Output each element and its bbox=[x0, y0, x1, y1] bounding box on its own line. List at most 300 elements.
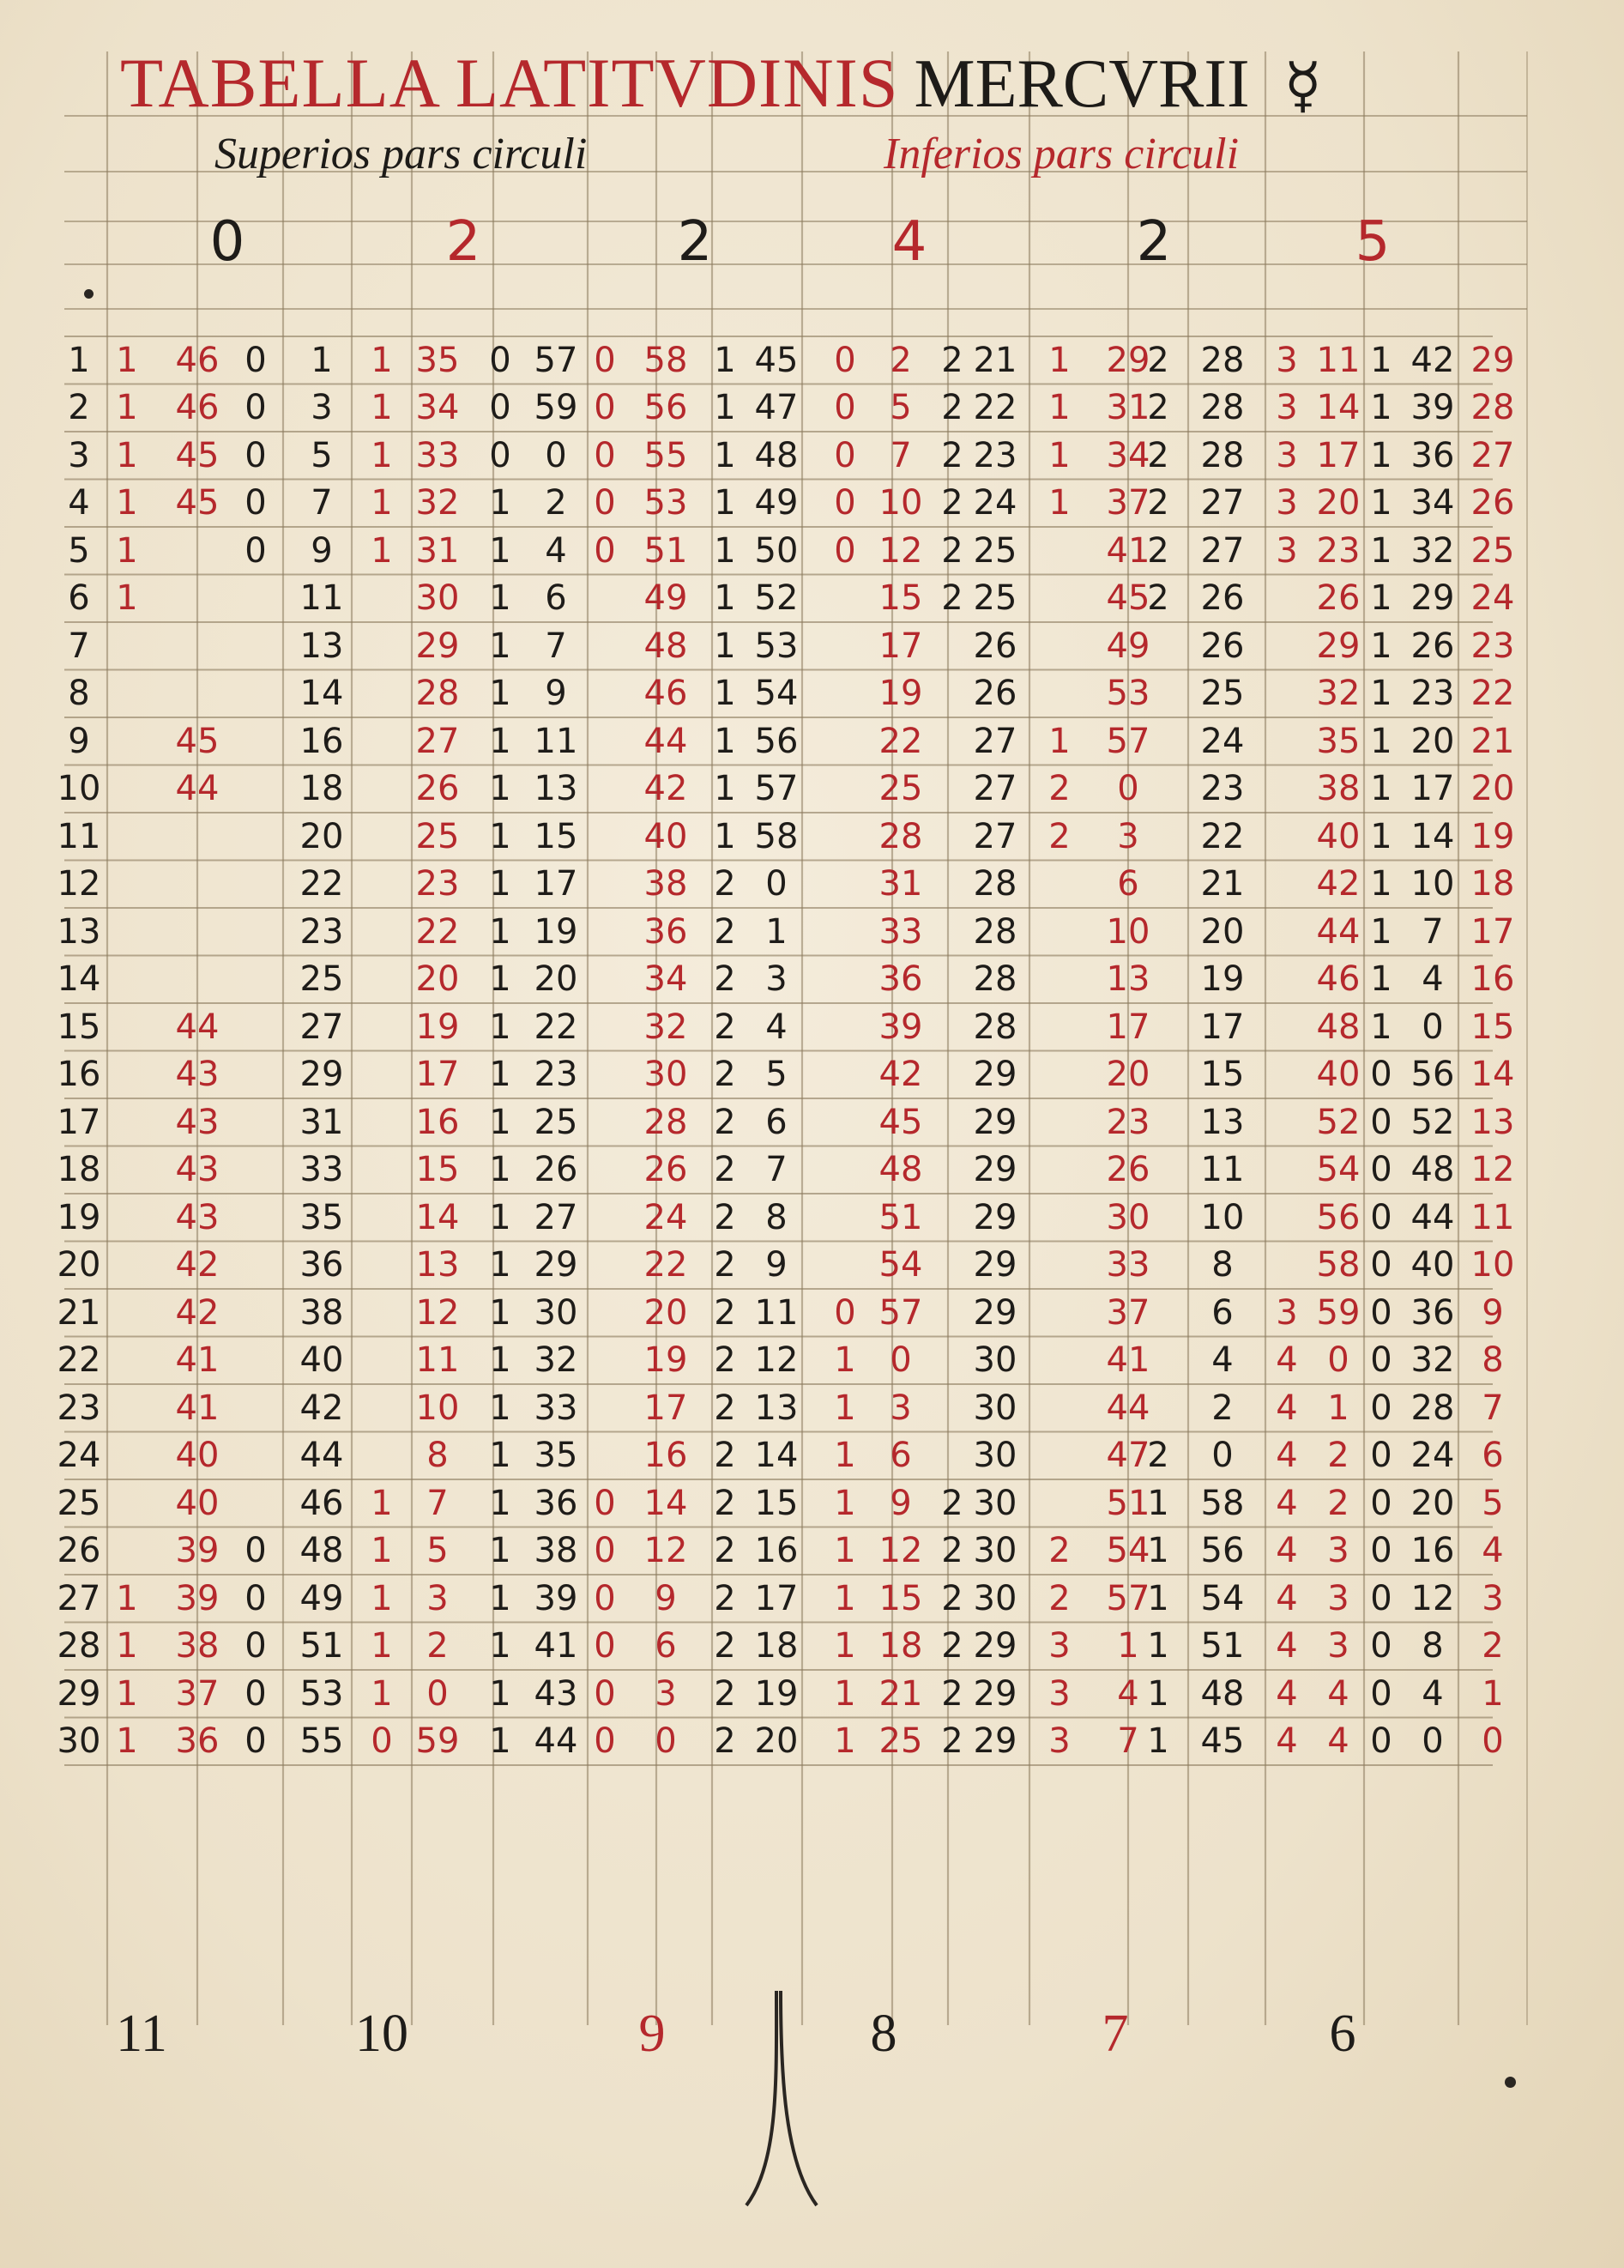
table-cell: 1 bbox=[489, 1150, 511, 1190]
table-cell: 32 bbox=[1316, 674, 1361, 714]
table-cell: 0 bbox=[594, 1531, 616, 1571]
table-cell: 44 bbox=[1106, 1388, 1150, 1428]
mercury-symbol-icon: ☿ bbox=[1283, 49, 1322, 121]
table-cell: 19 bbox=[1200, 959, 1245, 1000]
table-cell: 29 bbox=[973, 1150, 1017, 1190]
table-cell: 3 bbox=[890, 1388, 912, 1428]
table-cell: 1 bbox=[371, 388, 393, 428]
table-cell: 20 bbox=[1410, 1483, 1455, 1523]
table-cell: 42 bbox=[1316, 864, 1361, 904]
table-cell: 1 bbox=[489, 626, 511, 666]
table-cell: 1 bbox=[1370, 816, 1392, 856]
table-cell: 4 bbox=[1211, 1340, 1234, 1381]
table-cell: 0 bbox=[1211, 1436, 1234, 1476]
table-cell: 59 bbox=[1316, 1292, 1361, 1333]
table-cell: 0 bbox=[545, 435, 567, 475]
table-cell: 29 bbox=[973, 1197, 1017, 1237]
table-cell: 19 bbox=[415, 1007, 460, 1047]
table-cell: 27 bbox=[973, 769, 1017, 809]
table-cell: 31 bbox=[878, 864, 923, 904]
table-cell: 40 bbox=[1410, 1245, 1455, 1285]
table-cell: 6 bbox=[1211, 1292, 1234, 1333]
table-cell: 42 bbox=[175, 1292, 220, 1333]
row-number-left: 5 bbox=[68, 530, 90, 571]
table-cell: 49 bbox=[643, 578, 688, 619]
table-cell: 48 bbox=[299, 1531, 344, 1571]
table-cell: 21 bbox=[878, 1673, 923, 1714]
table-cell: 20 bbox=[1200, 911, 1245, 952]
row-number-right: 6 bbox=[1482, 1436, 1504, 1476]
table-cell: 22 bbox=[415, 911, 460, 952]
table-cell: 6 bbox=[545, 578, 567, 619]
table-cell: 20 bbox=[1106, 1055, 1150, 1095]
row-number-right: 18 bbox=[1470, 864, 1515, 904]
table-cell: 2 bbox=[1147, 578, 1169, 619]
table-cell: 1 bbox=[489, 1721, 511, 1762]
table-cell: 35 bbox=[1316, 721, 1361, 761]
table-cell: 1 bbox=[489, 1483, 511, 1523]
table-cell: 4 bbox=[1422, 959, 1444, 1000]
table-cell: 12 bbox=[878, 1531, 923, 1571]
row-number-right: 1 bbox=[1482, 1673, 1504, 1714]
table-cell: 1 bbox=[1370, 483, 1392, 523]
table-cell: 44 bbox=[1316, 911, 1361, 952]
table-cell: 10 bbox=[1200, 1197, 1245, 1237]
table-cell: 12 bbox=[754, 1340, 799, 1381]
table-cell: 23 bbox=[973, 435, 1017, 475]
table-cell: 0 bbox=[1370, 1673, 1392, 1714]
table-cell: 8 bbox=[1211, 1245, 1234, 1285]
table-cell: 0 bbox=[245, 1531, 267, 1571]
table-cell: 1 bbox=[834, 1436, 856, 1476]
table-cell: 4 bbox=[1276, 1721, 1298, 1762]
table-cell: 4 bbox=[1117, 1673, 1139, 1714]
table-cell: 56 bbox=[1200, 1531, 1245, 1571]
table-cell: 3 bbox=[1117, 816, 1139, 856]
table-cell: 54 bbox=[1316, 1150, 1361, 1190]
table-cell: 0 bbox=[594, 435, 616, 475]
table-cell: 29 bbox=[973, 1673, 1017, 1714]
table-cell: 1 bbox=[1327, 1388, 1349, 1428]
table-cell: 1 bbox=[489, 911, 511, 952]
footer-sign-number: 10 bbox=[355, 2005, 408, 2063]
table-cell: 52 bbox=[754, 578, 799, 619]
table-cell: 17 bbox=[1316, 435, 1361, 475]
table-cell: 29 bbox=[973, 1626, 1017, 1666]
table-cell: 7 bbox=[311, 483, 333, 523]
table-cell: 10 bbox=[878, 483, 923, 523]
table-cell: 1 bbox=[1370, 911, 1392, 952]
table-cell: 2 bbox=[545, 483, 567, 523]
table-cell: 1 bbox=[489, 1578, 511, 1618]
table-cell: 20 bbox=[643, 1292, 688, 1333]
table-cell: 4 bbox=[1327, 1673, 1349, 1714]
row-number-right: 17 bbox=[1470, 911, 1515, 952]
table-cell: 17 bbox=[643, 1388, 688, 1428]
table-cell: 28 bbox=[878, 816, 923, 856]
table-cell: 0 bbox=[594, 340, 616, 380]
table-cell: 55 bbox=[299, 1721, 344, 1762]
table-cell: 2 bbox=[714, 1197, 736, 1237]
table-cell: 25 bbox=[973, 578, 1017, 619]
row-number-right: 28 bbox=[1470, 388, 1515, 428]
table-cell: 26 bbox=[1200, 578, 1245, 619]
table-cell: 2 bbox=[941, 1721, 963, 1762]
table-cell: 3 bbox=[1048, 1721, 1071, 1762]
table-cell: 45 bbox=[175, 721, 220, 761]
table-cell: 2 bbox=[1147, 388, 1169, 428]
table-cell: 33 bbox=[1106, 1245, 1150, 1285]
table-cell: 34 bbox=[643, 959, 688, 1000]
table-cell: 50 bbox=[754, 530, 799, 571]
table-cell: 2 bbox=[714, 864, 736, 904]
table-cell: 16 bbox=[299, 721, 344, 761]
table-cell: 53 bbox=[754, 626, 799, 666]
table-cell: 14 bbox=[415, 1197, 460, 1237]
table-cell: 14 bbox=[1410, 816, 1455, 856]
table-cell: 17 bbox=[1200, 1007, 1245, 1047]
row-number-right: 14 bbox=[1470, 1055, 1515, 1095]
table-cell: 35 bbox=[415, 340, 460, 380]
table-cell: 1 bbox=[834, 1578, 856, 1618]
table-cell: 2 bbox=[941, 388, 963, 428]
table-cell: 1 bbox=[1048, 483, 1071, 523]
table-cell: 1 bbox=[1370, 674, 1392, 714]
table-cell: 44 bbox=[534, 1721, 578, 1762]
table-cell: 3 bbox=[426, 1578, 449, 1618]
table-cell: 7 bbox=[765, 1150, 788, 1190]
table-cell: 34 bbox=[1410, 483, 1455, 523]
title-red-part: TABELLA LATITVDINIS bbox=[120, 44, 899, 122]
table-cell: 7 bbox=[1117, 1721, 1139, 1762]
table-cell: 0 bbox=[489, 340, 511, 380]
table-cell: 0 bbox=[834, 435, 856, 475]
table-cell: 1 bbox=[116, 1626, 138, 1666]
table-cell: 2 bbox=[1048, 1578, 1071, 1618]
table-cell: 41 bbox=[175, 1340, 220, 1381]
table-cell: 23 bbox=[1316, 530, 1361, 571]
table-cell: 0 bbox=[594, 530, 616, 571]
table-cell: 36 bbox=[534, 1483, 578, 1523]
table-cell: 14 bbox=[754, 1436, 799, 1476]
row-number-left: 23 bbox=[57, 1388, 101, 1428]
table-cell: 2 bbox=[1211, 1388, 1234, 1428]
table-cell: 48 bbox=[1316, 1007, 1361, 1047]
table-cell: 9 bbox=[545, 674, 567, 714]
table-cell: 49 bbox=[1106, 626, 1150, 666]
table-cell: 1 bbox=[489, 1673, 511, 1714]
table-cell: 0 bbox=[1370, 1531, 1392, 1571]
table-cell: 3 bbox=[311, 388, 333, 428]
table-cell: 30 bbox=[1106, 1197, 1150, 1237]
table-cell: 53 bbox=[299, 1673, 344, 1714]
table-cell: 26 bbox=[534, 1150, 578, 1190]
row-number-right: 9 bbox=[1482, 1292, 1504, 1333]
row-number-right: 26 bbox=[1470, 483, 1515, 523]
footer-sign-number: 7 bbox=[1102, 2005, 1129, 2063]
table-cell: 33 bbox=[534, 1388, 578, 1428]
table-cell: 19 bbox=[754, 1673, 799, 1714]
table-cell: 3 bbox=[1048, 1673, 1071, 1714]
table-cell: 0 bbox=[1370, 1150, 1392, 1190]
table-cell: 1 bbox=[834, 1388, 856, 1428]
table-cell: 1 bbox=[489, 1340, 511, 1381]
table-cell: 31 bbox=[415, 530, 460, 571]
table-cell: 44 bbox=[643, 721, 688, 761]
table-cell: 3 bbox=[655, 1673, 677, 1714]
table-cell: 0 bbox=[594, 1721, 616, 1762]
table-cell: 58 bbox=[1316, 1245, 1361, 1285]
table-cell: 1 bbox=[489, 530, 511, 571]
row-number-left: 1 bbox=[68, 340, 90, 380]
row-number-left: 18 bbox=[57, 1150, 101, 1190]
row-number-right: 27 bbox=[1470, 435, 1515, 475]
table-cell: 38 bbox=[1316, 769, 1361, 809]
table-cell: 31 bbox=[299, 1102, 344, 1142]
table-cell: 15 bbox=[534, 816, 578, 856]
table-cell: 33 bbox=[415, 435, 460, 475]
table-cell: 24 bbox=[643, 1197, 688, 1237]
table-cell: 0 bbox=[834, 483, 856, 523]
table-cell: 46 bbox=[643, 674, 688, 714]
row-number-right: 16 bbox=[1470, 959, 1515, 1000]
table-cell: 7 bbox=[426, 1483, 449, 1523]
table-cell: 30 bbox=[415, 578, 460, 619]
table-cell: 2 bbox=[714, 1102, 736, 1142]
table-cell: 30 bbox=[973, 1436, 1017, 1476]
table-cell: 24 bbox=[1410, 1436, 1455, 1476]
table-cell: 27 bbox=[1200, 483, 1245, 523]
table-cell: 1 bbox=[714, 626, 736, 666]
table-cell: 0 bbox=[1370, 1292, 1392, 1333]
table-cell: 45 bbox=[175, 483, 220, 523]
row-number-left: 9 bbox=[68, 721, 90, 761]
table-cell: 20 bbox=[1316, 483, 1361, 523]
table-cell: 2 bbox=[714, 959, 736, 1000]
table-cell: 40 bbox=[175, 1436, 220, 1476]
table-cell: 16 bbox=[415, 1102, 460, 1142]
table-cell: 0 bbox=[594, 483, 616, 523]
table-cell: 2 bbox=[1327, 1436, 1349, 1476]
table-cell: 9 bbox=[890, 1483, 912, 1523]
table-cell: 1 bbox=[1147, 1531, 1169, 1571]
table-cell: 53 bbox=[1106, 674, 1150, 714]
table-cell: 57 bbox=[754, 769, 799, 809]
table-cell: 1 bbox=[371, 340, 393, 380]
table-cell: 11 bbox=[1316, 340, 1361, 380]
table-cell: 2 bbox=[714, 1245, 736, 1285]
row-number-right: 19 bbox=[1470, 816, 1515, 856]
table-cell: 18 bbox=[299, 769, 344, 809]
table-cell: 26 bbox=[1106, 1150, 1150, 1190]
table-cell: 8 bbox=[765, 1197, 788, 1237]
table-cell: 36 bbox=[643, 911, 688, 952]
table-cell: 15 bbox=[754, 1483, 799, 1523]
table-cell: 30 bbox=[643, 1055, 688, 1095]
row-number-right: 3 bbox=[1482, 1578, 1504, 1618]
table-cell: 12 bbox=[643, 1531, 688, 1571]
table-cell: 1 bbox=[714, 816, 736, 856]
table-cell: 37 bbox=[1106, 1292, 1150, 1333]
table-cell: 51 bbox=[878, 1197, 923, 1237]
table-cell: 1 bbox=[1147, 1626, 1169, 1666]
table-cell: 27 bbox=[415, 721, 460, 761]
table-cell: 28 bbox=[1410, 1388, 1455, 1428]
table-cell: 2 bbox=[714, 1340, 736, 1381]
table-cell: 2 bbox=[941, 1483, 963, 1523]
table-cell: 57 bbox=[534, 340, 578, 380]
table-cell: 22 bbox=[973, 388, 1017, 428]
sign-glyph: 4 bbox=[891, 210, 927, 274]
table-cell: 2 bbox=[1147, 435, 1169, 475]
table-cell: 4 bbox=[1276, 1673, 1298, 1714]
table-cell: 27 bbox=[973, 816, 1017, 856]
table-cell: 1 bbox=[714, 435, 736, 475]
table-cell: 52 bbox=[1316, 1102, 1361, 1142]
table-cell: 1 bbox=[1370, 530, 1392, 571]
table-cell: 29 bbox=[973, 1721, 1017, 1762]
table-cell: 29 bbox=[973, 1292, 1017, 1333]
table-cell: 1 bbox=[116, 530, 138, 571]
table-cell: 1 bbox=[714, 388, 736, 428]
table-cell: 27 bbox=[299, 1007, 344, 1047]
table-cell: 1 bbox=[489, 816, 511, 856]
table-cell: 0 bbox=[245, 1721, 267, 1762]
table-cell: 3 bbox=[1276, 388, 1298, 428]
table-cell: 3 bbox=[1048, 1626, 1071, 1666]
table-cell: 22 bbox=[643, 1245, 688, 1285]
table-cell: 0 bbox=[1370, 1340, 1392, 1381]
row-number-left: 7 bbox=[68, 626, 90, 666]
row-number-right: 4 bbox=[1482, 1531, 1504, 1571]
table-cell: 16 bbox=[643, 1436, 688, 1476]
table-cell: 0 bbox=[1370, 1436, 1392, 1476]
table-cell: 27 bbox=[534, 1197, 578, 1237]
table-cell: 19 bbox=[643, 1340, 688, 1381]
row-number-right: 23 bbox=[1470, 626, 1515, 666]
table-cell: 1 bbox=[489, 1197, 511, 1237]
table-cell: 1 bbox=[1370, 626, 1392, 666]
table-cell: 1 bbox=[489, 1245, 511, 1285]
table-cell: 1 bbox=[489, 959, 511, 1000]
table-cell: 13 bbox=[299, 626, 344, 666]
table-cell: 23 bbox=[1200, 769, 1245, 809]
table-cell: 0 bbox=[655, 1721, 677, 1762]
table-cell: 1 bbox=[116, 1578, 138, 1618]
table-cell: 29 bbox=[1410, 578, 1455, 619]
table-cell: 1 bbox=[371, 435, 393, 475]
table-cell: 23 bbox=[415, 864, 460, 904]
table-cell: 9 bbox=[311, 530, 333, 571]
table-cell: 1 bbox=[1370, 340, 1392, 380]
table-cell: 25 bbox=[878, 769, 923, 809]
table-cell: 1 bbox=[1370, 388, 1392, 428]
table-cell: 30 bbox=[973, 1340, 1017, 1381]
row-number-left: 25 bbox=[57, 1483, 101, 1523]
table-cell: 45 bbox=[1200, 1721, 1245, 1762]
table-cell: 18 bbox=[878, 1626, 923, 1666]
table-cell: 0 bbox=[594, 1673, 616, 1714]
table-cell: 51 bbox=[299, 1626, 344, 1666]
table-cell: 44 bbox=[175, 1007, 220, 1047]
table-cell: 11 bbox=[534, 721, 578, 761]
row-number-left: 24 bbox=[57, 1436, 101, 1476]
row-number-left: 6 bbox=[68, 578, 90, 619]
sign-glyph: 5 bbox=[1355, 210, 1391, 274]
table-cell: 5 bbox=[765, 1055, 788, 1095]
table-cell: 38 bbox=[534, 1531, 578, 1571]
table-cell: 44 bbox=[175, 769, 220, 809]
table-cell: 2 bbox=[714, 1388, 736, 1428]
table-cell: 2 bbox=[1048, 769, 1071, 809]
table-cell: 15 bbox=[878, 578, 923, 619]
table-cell: 28 bbox=[973, 864, 1017, 904]
table-cell: 4 bbox=[1276, 1626, 1298, 1666]
table-cell: 1 bbox=[834, 1531, 856, 1571]
table-cell: 13 bbox=[415, 1245, 460, 1285]
row-number-left: 26 bbox=[57, 1531, 101, 1571]
table-cell: 22 bbox=[534, 1007, 578, 1047]
table-cell: 17 bbox=[534, 864, 578, 904]
table-cell: 1 bbox=[489, 1292, 511, 1333]
table-cell: 41 bbox=[1106, 1340, 1150, 1381]
table-cell: 1 bbox=[489, 1531, 511, 1571]
table-cell: 3 bbox=[1327, 1578, 1349, 1618]
table-cell: 1 bbox=[371, 530, 393, 571]
row-number-right: 11 bbox=[1470, 1197, 1515, 1237]
row-number-left: 15 bbox=[57, 1007, 101, 1047]
table-cell: 25 bbox=[1200, 674, 1245, 714]
table-cell: 1 bbox=[1370, 435, 1392, 475]
table-cell: 15 bbox=[878, 1578, 923, 1618]
table-cell: 3 bbox=[1276, 1292, 1298, 1333]
table-cell: 1 bbox=[834, 1721, 856, 1762]
table-cell: 0 bbox=[489, 435, 511, 475]
table-cell: 39 bbox=[878, 1007, 923, 1047]
table-cell: 20 bbox=[1410, 721, 1455, 761]
table-cell: 0 bbox=[1370, 1721, 1392, 1762]
table-cell: 56 bbox=[643, 388, 688, 428]
table-cell: 40 bbox=[299, 1340, 344, 1381]
table-cell: 57 bbox=[1106, 721, 1150, 761]
table-cell: 46 bbox=[175, 340, 220, 380]
table-cell: 25 bbox=[299, 959, 344, 1000]
table-cell: 2 bbox=[714, 1673, 736, 1714]
table-cell: 1 bbox=[489, 1007, 511, 1047]
table-cell: 20 bbox=[415, 959, 460, 1000]
table-cell: 1 bbox=[1370, 769, 1392, 809]
row-number-left: 20 bbox=[57, 1245, 101, 1285]
table-cell: 55 bbox=[643, 435, 688, 475]
table-cell: 23 bbox=[1410, 674, 1455, 714]
table-cell: 42 bbox=[299, 1388, 344, 1428]
table-cell: 7 bbox=[545, 626, 567, 666]
table-cell: 10 bbox=[1410, 864, 1455, 904]
table-cell: 1 bbox=[371, 1531, 393, 1571]
table-cell: 1 bbox=[489, 1436, 511, 1476]
table-cell: 43 bbox=[175, 1102, 220, 1142]
table-cell: 5 bbox=[426, 1531, 449, 1571]
table-cell: 2 bbox=[1147, 340, 1169, 380]
table-cell: 0 bbox=[594, 1483, 616, 1523]
table-cell: 43 bbox=[175, 1150, 220, 1190]
table-cell: 26 bbox=[973, 626, 1017, 666]
table-cell: 0 bbox=[245, 483, 267, 523]
table-cell: 40 bbox=[175, 1483, 220, 1523]
table-cell: 32 bbox=[1410, 1340, 1455, 1381]
table-cell: 1 bbox=[834, 1340, 856, 1381]
table-cell: 15 bbox=[415, 1150, 460, 1190]
